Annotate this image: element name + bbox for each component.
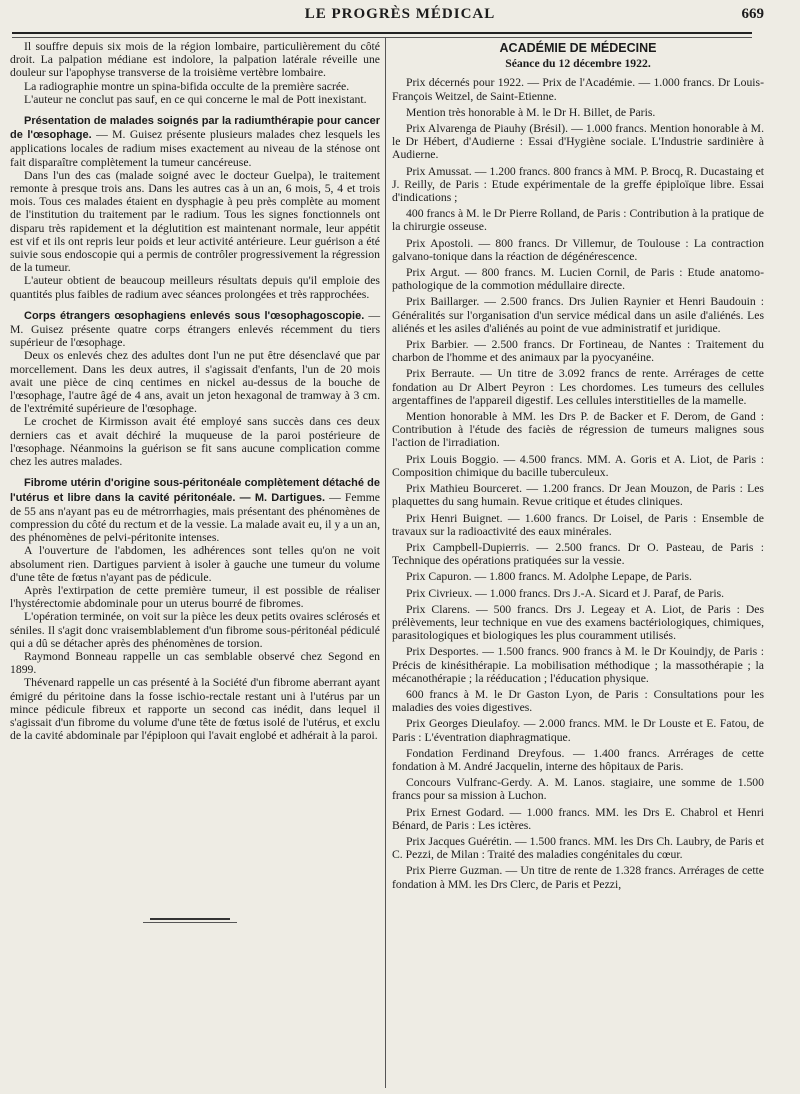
prize-entry: Concours Vulfranc-Gerdy. A. M. Lanos. stagiaire, une somme de 1.500 francs pour sa mission à Luchon. <box>392 776 764 803</box>
section-title: ACADÉMIE DE MÉDECINE <box>499 41 657 55</box>
page-number: 669 <box>741 6 764 22</box>
prize-entry: Fondation Ferdinand Dreyfous. — 1.400 francs. Arrérages de cette fondation à M. André Jacquelin, interne des hôpitaux de Paris. <box>392 746 764 773</box>
paragraph: Le crochet de Kirmisson avait été employé sans succès dans ces deux derniers cas et avait déchiré la muqueuse de la paroi postérieure de l'œsophage. Néanmoins la guérison se fit sans aucune complication comme chez les autres malades. <box>10 415 380 469</box>
paragraph: A l'ouverture de l'abdomen, les adhérences sont telles qu'on ne voit absolument rien. Dartigues parvient à isoler à gauche une tumeur du volume d'une tête de fœtus n'ayant pas de pédicule. <box>10 544 380 584</box>
paragraph: Après l'extirpation de cette première tumeur, il est possible de réaliser l'hystérectomie abdominale pour un uterus bourré de fibromes. <box>10 583 380 611</box>
left-column <box>10 40 380 742</box>
paragraph: L'opération terminée, on voit sur la pièce les deux petits ovaires sclérosés et séniles. Il s'agit donc vraisemblablement d'un fibrome sous-péritonéal pédiculé qui a dû se détacher après des phénomènes de torsion. <box>10 610 380 650</box>
prize-entry: Prix Henri Buignet. — 1.600 francs. Dr Loisel, de Paris : Ensemble de travaux sur la radioactivité des eaux minérales. <box>392 511 764 538</box>
header-rule-thin <box>12 37 752 38</box>
paragraph: Dans l'un des cas (malade soigné avec le docteur Guelpa), le traitement remonte à presque trois ans. Dans les autres cas à un an, 6 mois, 5, 4 et trois mois. Tous ces malades étaient en dysphagie à peu près complète au moment de l'institution du traitement par le radium. Tous les signes fonctionnels ont disparu très rapidement et la déglutition est maintenant normale, leur appétit est vif et ils ont repris leur poids et leur activité antérieure. Leur guérison a été suivie sous endoscopie qui a permis de contrôler progressivement la régression de la tumeur. <box>10 168 380 275</box>
prize-entry: Prix Ernest Godard. — 1.000 francs. MM. les Drs E. Chabrol et Henri Bénard, de Paris : Les ictères. <box>392 805 764 832</box>
prize-entry: Prix Berraute. — Un titre de 3.092 francs de rente. Arrérages de cette fondation au Dr Albert Peyron : Les chordomes. Les tumeurs des cellules argentaffines de l'appareil digestif. Les cellules interstitielles de la mamelle. <box>392 367 764 407</box>
prize-entry: Prix Baillarger. — 2.500 francs. Drs Julien Raynier et Henri Baudouin : Généralités sur l'organisation d'un service médical dans un asile d'aliénés. Les aliénés et les asiles d'aliénés au point de vue administratif et juridique. <box>392 295 764 335</box>
prize-entry: Prix Georges Dieulafoy. — 2.000 francs. MM. le Dr Louste et E. Fatou, de Paris : L'éventration diaphragmatique. <box>392 717 764 744</box>
prize-entry: Prix Civrieux. — 1.000 francs. Drs J.-A. Sicard et J. Paraf, de Paris. <box>406 586 725 600</box>
paragraph: L'auteur ne conclut pas sauf, en ce qui concerne le mal de Pott inexistant. <box>24 92 367 106</box>
header-rule <box>12 32 752 34</box>
page-header <box>0 6 800 32</box>
prize-entry: Prix Campbell-Dupierris. — 2.500 francs. Dr O. Pasteau, de Paris : Technique des opérations pratiquées sur la vessie. <box>392 540 764 568</box>
prize-entry: Prix Amussat. — 1.200 francs. 800 francs à MM. P. Brocq, R. Ducastaing et J. Reilly, de Paris : Etude expérimentale de la greffe épiploïque libre. Essai d'indications ; <box>392 164 764 205</box>
prize-entry: Prix Barbier. — 2.500 francs. Dr Fortineau, de Nantes : Traitement du charbon de l'homme et des animaux par la pyocyanéine. <box>392 338 764 365</box>
section-body: — M. Guisez présente plusieurs malades chez lesquels les applications locales de radium mises exactement au niveau de la sténose ont fait disparaître complètement la tumeur cancéreuse. <box>10 128 380 169</box>
prize-entry: Prix Pierre Guzman. — Un titre de rente de 1.328 francs. Arrérages de cette fondation à MM. les Drs Clerc, de Paris et Pezzi, <box>392 864 764 891</box>
section-paragraph <box>10 309 380 350</box>
section-heading: Présentation de malades soignés par la radiumthérapie pour cancer de l'œsophage. <box>10 115 380 142</box>
prize-entry: Prix Jacques Guérétin. — 1.500 francs. MM. les Drs Ch. Laubry, de Paris et C. Pezzi, de Milan : Traité des maladies congénitales du cœur. <box>392 834 764 862</box>
prize-entry: Prix Alvarenga de Piauhy (Brésil). — 1.000 francs. Mention honorable à M. le Dr Hébert, d'Audierne : Essai d'Hygiène sociale. L'Industrie sardinière à Audierne. <box>392 122 764 162</box>
prize-entry: Prix Mathieu Bourceret. — 1.200 francs. Dr Jean Mouzon, de Paris : Les plaquettes du sang humain. Revue critique et études cliniques. <box>392 482 764 509</box>
session-date: Séance du 12 décembre 1922. <box>505 57 651 71</box>
section-paragraph <box>10 114 380 169</box>
prize-entry: Prix Louis Boggio. — 4.500 francs. MM. A. Goris et A. Liot, de Paris : Composition chimique du bacille tuberculeux. <box>392 452 764 479</box>
prize-entry: Prix Apostoli. — 800 francs. Dr Villemur, de Toulouse : La contraction galvano-tonique dans la réaction de dégénérescence. <box>392 236 764 263</box>
prize-list <box>392 76 764 890</box>
section-body: — M. Guisez présente quatre corps étrangers enlevés récemment du tiers supérieur de l'œsophage. <box>10 308 381 350</box>
prize-entry: Mention honorable à MM. les Drs P. de Backer et F. Derom, de Gand : Contribution à l'étude des faciès de régression de tumeurs malignes sous l'action de l'irradiation. <box>392 410 764 450</box>
prize-entry: Mention très honorable à M. le Dr H. Billet, de Paris. <box>406 105 656 119</box>
prize-entry: Prix Capuron. — 1.800 francs. M. Adolphe Lepape, de Paris. <box>406 570 692 584</box>
paragraph: La radiographie montre un spina-bifida occulte de la première sacrée. <box>24 79 350 93</box>
prize-entry: Prix décernés pour 1922. — Prix de l'Académie. — 1.000 francs. Dr Louis-François Weitzel, de Saint-Etienne. <box>392 76 764 103</box>
running-title: LE PROGRÈS MÉDICAL <box>304 6 496 22</box>
section-paragraph <box>10 476 380 544</box>
paragraph: L'auteur obtient de beaucoup meilleurs résultats depuis qu'il emploie des quantités plus faibles de radium avec séances prolongées et très rapprochées. <box>10 274 380 301</box>
section-heading: Corps étrangers œsophagiens enlevés sous l'œsophagoscopie. <box>24 309 365 322</box>
paragraph: Raymond Bonneau rappelle un cas semblable observé chez Segond en 1899. <box>10 649 380 677</box>
paragraph: Il souffre depuis six mois de la région lombaire, particulièrement du côté droit. La palpation médiane est indolore, la palpation latérale réveille une douleur sur l'apophyse transverse de la troisième vertèbre lombaire. <box>10 40 380 80</box>
paragraph: Thévenard rappelle un cas présenté à la Société d'un fibrome aberrant ayant émigré du péritoine dans la fosse ischio-rectale restant uni à l'utérus par un mince pédicule fibreux et rapporte un second cas inédit, dans lequel il s'agissait d'un fibrome du volume d'une tête de fœtus isolé de l'utérus, et exclu de la cavité abdominale par l'épiploon qui l'avait englobé et adhérait à la paroi. <box>10 676 380 743</box>
section-body: — Femme de 55 ans n'ayant pas eu de métrorrhagies, mais présentant des phénomènes de compression du côté du rectum et de la vessie. La malade avait eu, il y a un an, des phénomènes de pelvi-péritonite intenses. <box>10 490 380 545</box>
end-rule-thin <box>143 922 237 923</box>
right-column <box>392 40 764 894</box>
prize-entry: Prix Clarens. — 500 francs. Drs J. Legeay et A. Liot, de Paris : Des prélèvements, leur technique en vue des examens bactériologiques, chimiques, parasitologiques et biologiques les plus couramment utilisés. <box>392 602 764 643</box>
section-heading: Fibrome utérin d'origine sous-péritonéale complètement détaché de l'utérus et libre dans la cavité péritonéale. — M. Dartigues. <box>10 477 380 504</box>
prize-entry: 600 francs à M. le Dr Gaston Lyon, de Paris : Consultations pour les maladies des voies digestives. <box>392 687 764 715</box>
prize-entry: Prix Desportes. — 1.500 francs. 900 francs à M. le Dr Kouindjy, de Paris : Précis de kinésithérapie. La mobilisation méthodique ; la massothérapie ; la mécanothérapie ; la rééducation ; l'éducation physique. <box>392 645 764 685</box>
end-rule <box>150 918 230 920</box>
prize-entry: Prix Argut. — 800 francs. M. Lucien Cornil, de Paris : Etude anatomo-pathologique de la commotion médullaire directe. <box>392 266 764 293</box>
paragraph: Deux os enlevés chez des adultes dont l'un ne put être désenclavé que par morcellement. Dans les deux autres, il s'agissait d'enfants, l'un de 20 mois avait une pièce de cinq centimes en nickel au-dessus de la bouche de l'œsophage, l'autre âgé de 4 ans, avait un jeton hexagonal de tramway à 3 cm. de l'extrémité supérieure de l'œsophage. <box>10 349 380 416</box>
prize-entry: 400 francs à M. le Dr Pierre Rolland, de Paris : Contribution à la pratique de la chirurgie osseuse. <box>392 207 764 234</box>
column-divider <box>385 38 386 1088</box>
